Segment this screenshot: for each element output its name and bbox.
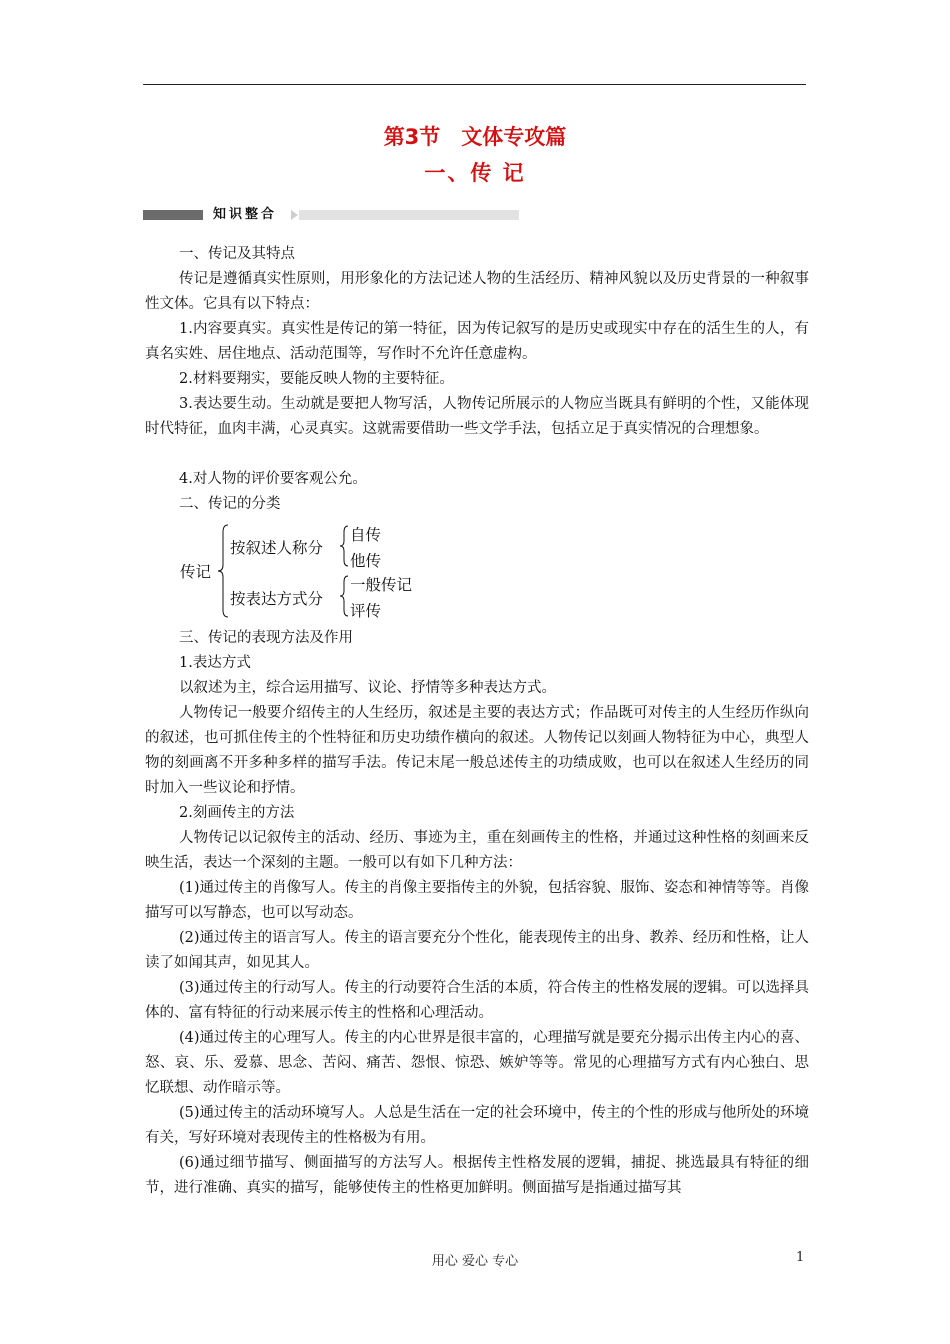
banner-light-bar <box>299 210 519 220</box>
tree-leaf: 评传 <box>350 602 382 620</box>
list-item: 3.表达要生动。生动就是要把人物写活，人物传记所展示的人物应当既具有鲜明的个性，又能体现时代特征，血肉丰满，心灵真实。这就需要借助一些文学手法，包括立足于真实情况的合理想象。 <box>145 396 809 437</box>
page-subtitle: 一、传 记 <box>424 161 526 185</box>
list-item: (2)通过传主的语言写人。传主的语言要充分个性化，能表现传主的出身、教养、经历和性格，让人读了如闻其声，如见其人。 <box>145 930 809 971</box>
list-item: (5)通过传主的活动环境写人。人总是生活在一定的社会环境中，传主的个性的形成与他所处的环境有关，写好环境对表现传主的性格极为有用。 <box>145 1105 809 1146</box>
tree-branch: 按表达方式分 <box>230 590 324 608</box>
header-rule <box>143 84 806 85</box>
tree-leaf: 一般传记 <box>350 576 413 594</box>
classification-tree <box>180 520 440 624</box>
tree-branch: 按叙述人称分 <box>230 539 324 557</box>
footer-text: 用心 爱心 专心 <box>431 1254 519 1269</box>
banner-arrow-icon <box>291 210 298 220</box>
subheading: 1.表达方式 <box>179 655 251 671</box>
list-item: 2.材料要翔实，要能反映人物的主要特征。 <box>179 371 454 387</box>
heading-methods: 三、传记的表现方法及作用 <box>179 630 353 646</box>
list-item: 4.对人物的评价要客观公允。 <box>179 471 367 487</box>
page-title: 第3节 文体专攻篇 <box>383 125 567 149</box>
tree-root: 传记 <box>180 563 212 581</box>
list-item: (1)通过传主的肖像写人。传主的肖像主要指传主的外貌，包括容貌、服饰、姿态和神情等等。肖像描写可以写静态，也可以写动态。 <box>145 880 809 921</box>
paragraph: 人物传记以记叙传主的活动、经历、事迹为主，重在刻画传主的性格，并通过这种性格的刻画来反映生活，表达一个深刻的主题。一般可以有如下几种方法： <box>145 830 809 871</box>
list-item: (6)通过细节描写、侧面描写的方法写人。根据传主性格发展的逻辑，捕捉、挑选最具有特征的细节，进行准确、真实的描写，能够使传主的性格更加鲜明。侧面描写是指通过描写其 <box>145 1155 809 1196</box>
list-item: 1.内容要真实。真实性是传记的第一特征，因为传记叙写的是历史或现实中存在的活生生的人，有真名实姓、居住地点、活动范围等，写作时不允许任意虚构。 <box>145 321 809 362</box>
list-item: (3)通过传主的行动写人。传主的行动要符合生活的本质，符合传主的性格发展的逻辑。可以选择具体的、富有特征的行动来展示传主的性格和心理活动。 <box>145 980 809 1021</box>
section-banner-label: 知识整合 <box>207 207 283 223</box>
paragraph: 以叙述为主，综合运用描写、议论、抒情等多种表达方式。 <box>179 680 556 696</box>
subheading: 2.刻画传主的方法 <box>179 805 295 821</box>
tree-leaf: 他传 <box>350 552 382 570</box>
page-number: 1 <box>796 1250 805 1265</box>
heading-characteristics: 一、传记及其特点 <box>179 246 295 262</box>
tree-leaf: 自传 <box>350 526 382 544</box>
list-item: (4)通过传主的心理写人。传主的内心世界是很丰富的，心理描写就是要充分揭示出传主内心的喜、怒、哀、乐、爱慕、思念、苦闷、痛苦、怨恨、惊恐、嫉妒等等。常见的心理描写方式有内心独白、思忆联想、动作暗示等。 <box>145 1030 809 1096</box>
banner-dark-bar <box>143 210 203 220</box>
paragraph: 传记是遵循真实性原则，用形象化的方法记述人物的生活经历、精神风貌以及历史背景的一种叙事性文体。它具有以下特点： <box>145 271 809 312</box>
heading-classification: 二、传记的分类 <box>179 496 281 512</box>
section-banner <box>143 207 519 223</box>
paragraph: 人物传记一般要介绍传主的人生经历，叙述是主要的表达方式；作品既可对传主的人生经历作纵向的叙述，也可抓住传主的个性特征和历史功绩作横向的叙述。人物传记以刻画人物特征为中心，典型人物的刻画离不开多种多样的描写手法。传记末尾一般总述传主的功绩成败，也可以在叙述人生经历的同时加入一些议论和抒情。 <box>145 705 809 796</box>
